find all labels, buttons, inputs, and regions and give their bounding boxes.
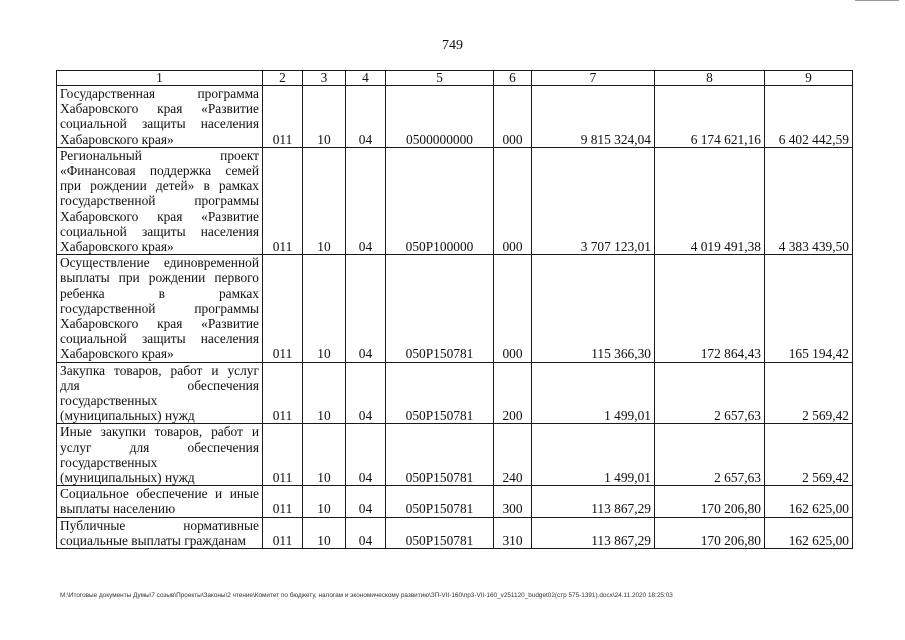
- subsection-code-cell: 04: [346, 424, 386, 486]
- amount-col7-cell: 113 867,29: [532, 517, 655, 548]
- col-header-5: 5: [386, 71, 494, 86]
- col-header-2: 2: [263, 71, 303, 86]
- row-name-line: Публичные нормативные: [60, 517, 259, 533]
- row-name-line: государственных: [60, 393, 158, 409]
- amount-col9-cell: 162 625,00: [765, 517, 853, 548]
- col-header-8: 8: [655, 71, 765, 86]
- ministry-code-cell: 011: [263, 424, 303, 486]
- amount-col9-cell: 4 383 439,50: [765, 147, 853, 254]
- section-code-cell: 10: [303, 86, 346, 148]
- row-name-line: Осуществление единовременной: [60, 255, 259, 271]
- amount-col9-cell: 2 569,42: [765, 424, 853, 486]
- amount-col7-cell: 1 499,01: [532, 362, 655, 424]
- ministry-code-cell: 011: [263, 147, 303, 254]
- ministry-code-cell: 011: [263, 255, 303, 362]
- row-name-line: Государственная программа: [60, 86, 259, 101]
- row-name-cell: [57, 486, 263, 517]
- row-name-cell: [57, 86, 263, 148]
- section-code-cell: 10: [303, 517, 346, 548]
- target-article-cell: 050P100000: [386, 147, 494, 254]
- row-name-line: Социальное обеспечение и иные: [60, 486, 259, 502]
- expense-type-cell: 200: [494, 362, 532, 424]
- page-corner-line: [855, 0, 899, 2]
- amount-col8-cell: 6 174 621,16: [655, 86, 765, 148]
- row-name-line: Хабаровского края «Развитие: [60, 208, 259, 224]
- target-article-cell: 050P150781: [386, 255, 494, 362]
- expense-type-cell: 240: [494, 424, 532, 486]
- budget-table: [56, 70, 853, 549]
- amount-col7-cell: 3 707 123,01: [532, 147, 655, 254]
- target-article-cell: 050P150781: [386, 424, 494, 486]
- amount-col7-cell: 115 366,30: [532, 255, 655, 362]
- table-body: [57, 86, 853, 549]
- expense-type-cell: 300: [494, 486, 532, 517]
- amount-col8-cell: 170 206,80: [655, 486, 765, 517]
- col-header-9: 9: [765, 71, 853, 86]
- col-header-4: 4: [346, 71, 386, 86]
- target-article-cell: 050P150781: [386, 517, 494, 548]
- section-code-cell: 10: [303, 255, 346, 362]
- amount-col9-cell: 6 402 442,59: [765, 86, 853, 148]
- amount-col7-cell: 9 815 324,04: [532, 86, 655, 148]
- ministry-code-cell: 011: [263, 86, 303, 148]
- subsection-code-cell: 04: [346, 86, 386, 148]
- row-name-line: Хабаровского края»: [60, 239, 174, 255]
- row-name-line: государственной программы: [60, 300, 259, 316]
- expense-type-cell: 000: [494, 255, 532, 362]
- amount-col8-cell: 2 657,63: [655, 362, 765, 424]
- section-code-cell: 10: [303, 147, 346, 254]
- subsection-code-cell: 04: [346, 486, 386, 517]
- amount-col8-cell: 172 864,43: [655, 255, 765, 362]
- row-name-line: Хабаровского края»: [60, 131, 174, 147]
- row-name-line: выплаты при рождении первого: [60, 270, 259, 286]
- amount-col8-cell: 170 206,80: [655, 517, 765, 548]
- row-name-line: социальной защиты населения: [60, 116, 259, 132]
- amount-col7-cell: 1 499,01: [532, 424, 655, 486]
- row-name-line: (муниципальных) нужд: [60, 470, 195, 486]
- footer-file-path: M:\Итоговые документы Думы\7 созыв\Проекты\Законы\2 чтение\Комитет по бюджету, налогам и экономическому развитию\ЗП-VII-160\пр3-VII-160_v251120_budget02(стр 575-1391).docx\24.11.2020 18:25:03: [60, 592, 673, 599]
- table-row: [57, 486, 853, 517]
- row-name-line: Региональный проект: [60, 147, 259, 163]
- row-name-cell: [57, 362, 263, 424]
- target-article-cell: 0500000000: [386, 86, 494, 148]
- section-code-cell: 10: [303, 362, 346, 424]
- table-row: [57, 424, 853, 486]
- row-name-line: Хабаровского края «Развитие: [60, 101, 259, 117]
- row-name-line: при рождении детей» в рамках: [60, 178, 259, 194]
- expense-type-cell: 000: [494, 86, 532, 148]
- col-header-6: 6: [494, 71, 532, 86]
- target-article-cell: 050P150781: [386, 362, 494, 424]
- amount-col8-cell: 4 019 491,38: [655, 147, 765, 254]
- table-header-row: [57, 71, 853, 86]
- subsection-code-cell: 04: [346, 517, 386, 548]
- expense-type-cell: 310: [494, 517, 532, 548]
- col-header-1: 1: [57, 71, 263, 86]
- row-name-line: Хабаровского края «Развитие: [60, 316, 259, 332]
- section-code-cell: 10: [303, 486, 346, 517]
- amount-col7-cell: 113 867,29: [532, 486, 655, 517]
- ministry-code-cell: 011: [263, 517, 303, 548]
- table-row: [57, 255, 853, 362]
- page-number: 749: [442, 38, 463, 53]
- amount-col9-cell: 165 194,42: [765, 255, 853, 362]
- subsection-code-cell: 04: [346, 147, 386, 254]
- section-code-cell: 10: [303, 424, 346, 486]
- amount-col9-cell: 162 625,00: [765, 486, 853, 517]
- row-name-line: социальной защиты населения: [60, 223, 259, 239]
- row-name-line: выплаты населению: [60, 501, 176, 517]
- row-name-line: Закупка товаров, работ и услуг: [60, 362, 259, 378]
- amount-col9-cell: 2 569,42: [765, 362, 853, 424]
- row-name-cell: [57, 255, 263, 362]
- subsection-code-cell: 04: [346, 255, 386, 362]
- target-article-cell: 050P150781: [386, 486, 494, 517]
- row-name-cell: [57, 424, 263, 486]
- table-row: [57, 362, 853, 424]
- table-row: [57, 86, 853, 148]
- row-name-line: для обеспечения: [60, 377, 259, 393]
- row-name-line: государственной программы: [60, 193, 259, 209]
- row-name-cell: [57, 147, 263, 254]
- subsection-code-cell: 04: [346, 362, 386, 424]
- row-name-line: Иные закупки товаров, работ и: [60, 424, 259, 440]
- ministry-code-cell: 011: [263, 486, 303, 517]
- row-name-line: ребенка в рамках: [60, 285, 259, 301]
- col-header-7: 7: [532, 71, 655, 86]
- row-name-line: социальные выплаты гражданам: [60, 532, 246, 548]
- row-name-line: Хабаровского края»: [60, 346, 174, 362]
- row-name-line: услуг для обеспечения: [60, 439, 259, 455]
- row-name-line: (муниципальных) нужд: [60, 408, 195, 424]
- table-row: [57, 147, 853, 254]
- col-header-3: 3: [303, 71, 346, 86]
- amount-col8-cell: 2 657,63: [655, 424, 765, 486]
- table-row: [57, 517, 853, 548]
- expense-type-cell: 000: [494, 147, 532, 254]
- row-name-line: «Финансовая поддержка семей: [60, 163, 259, 179]
- row-name-line: государственных: [60, 454, 158, 470]
- ministry-code-cell: 011: [263, 362, 303, 424]
- row-name-line: социальной защиты населения: [60, 331, 259, 347]
- row-name-cell: [57, 517, 263, 548]
